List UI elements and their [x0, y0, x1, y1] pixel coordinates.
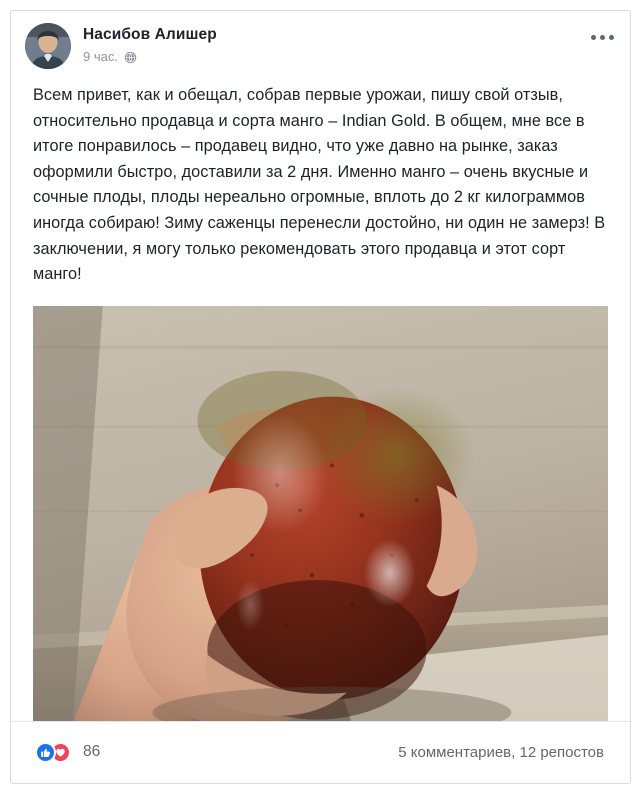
user-avatar-icon	[25, 23, 71, 69]
thumbs-up-icon	[35, 742, 56, 763]
avatar[interactable]	[25, 23, 71, 69]
post-timestamp[interactable]: 9 час.	[83, 49, 118, 64]
post-header	[11, 11, 630, 73]
globe-icon	[124, 51, 137, 64]
more-options-icon[interactable]	[591, 35, 614, 40]
reaction-icons	[35, 742, 71, 763]
mango-photo	[33, 306, 608, 721]
social-post-card	[10, 10, 631, 784]
post-image[interactable]	[33, 306, 608, 721]
post-author-name[interactable]: Насибов Алишер	[83, 26, 217, 43]
post-header-text	[83, 23, 217, 65]
reaction-count: 86	[83, 743, 101, 761]
comments-shares-stats[interactable]: 5 комментариев, 12 репостов	[398, 743, 604, 761]
post-text: Всем привет, как и обещал, собрав первые урожаи, пишу свой отзыв, относительно продавца и сорта манго – Indian Gold. В общем, мне все в итоге понравилось – продавец видно, что уже давно на рынке, заказ оформили быстро, доставили за 2 дня. Именно манго – очень вкусные и сочные плоды, плоды нереально огромные, вплоть до 2 кг килограммов иногда собираю! Зиму саженцы перенесли достойно, ни один не замерз! В заключении, я могу только рекомендовать этого продавца и этот сорт манго!	[33, 86, 610, 284]
post-meta-row	[83, 49, 217, 65]
post-footer	[11, 721, 630, 783]
reactions-summary[interactable]	[35, 742, 100, 763]
